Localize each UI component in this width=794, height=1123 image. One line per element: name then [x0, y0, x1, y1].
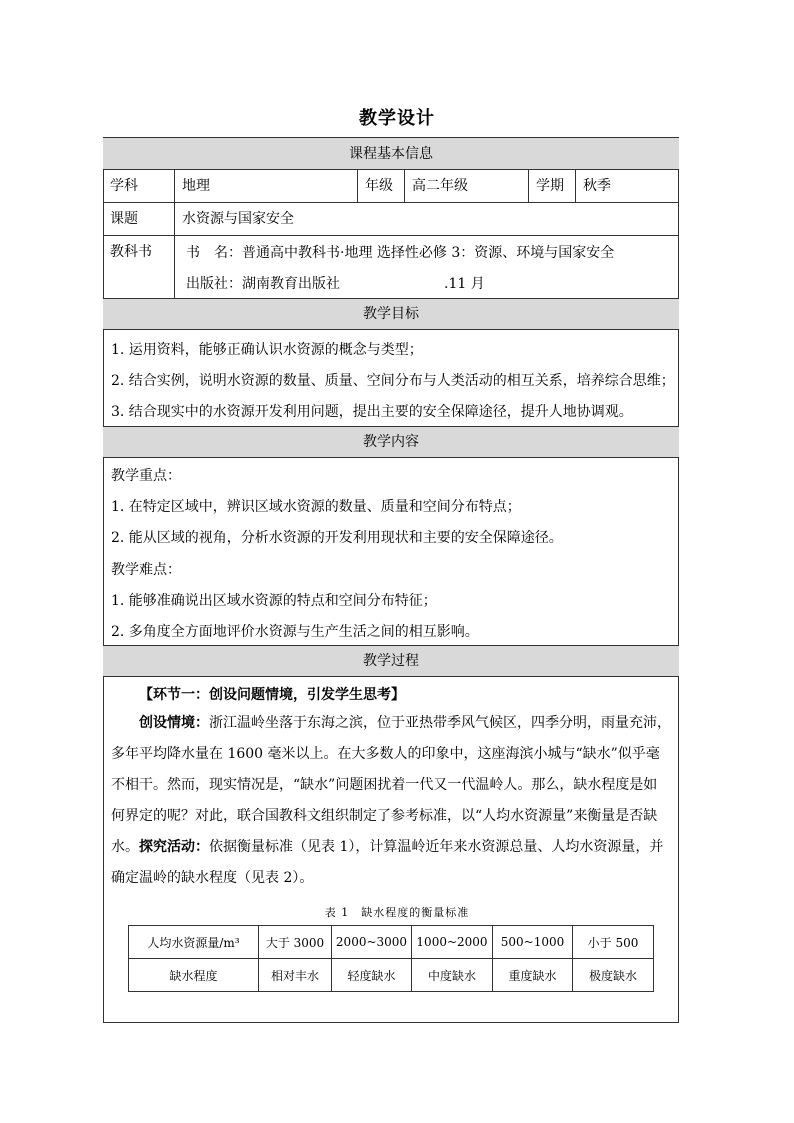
table-caption: 表 1 缺水程度的衡量标准 — [324, 906, 470, 919]
key-points-heading: 教学重点： — [111, 468, 181, 484]
table-cell: 500~1000 — [493, 926, 573, 959]
objective-item: 3. 结合现实中的水资源开发利用问题，提出主要的安全保障途径，提升人地协调观。 — [111, 404, 633, 420]
difficulty-item: 2. 多角度全方面地评价水资源与生产生活之间的相互影响。 — [111, 624, 479, 640]
textbook-label: 教科书 — [103, 236, 175, 298]
table-cell: 轻度缺水 — [332, 959, 412, 992]
section-process: 教学过程 — [103, 645, 679, 677]
scenario-label: 创设情境： — [139, 715, 209, 731]
textbook-publisher: 出版社：湖南教育出版社 — [186, 276, 340, 292]
table-cell: 大于 3000 — [259, 926, 332, 959]
table-cell: 极度缺水 — [573, 959, 654, 992]
topic-label: 课题 — [103, 203, 175, 235]
table-cell: 1000~2000 — [412, 926, 493, 959]
objective-item: 2. 结合实例，说明水资源的数量、质量、空间分布与人类活动的相互关系，培养综合思维； — [111, 373, 675, 389]
table-cell: 缺水程度 — [129, 959, 259, 992]
difficulty-item: 1. 能够准确说出区域水资源的特点和空间分布特征； — [111, 593, 437, 609]
water-scarcity-standard-table — [128, 925, 654, 992]
term-value: 秋季 — [583, 178, 611, 194]
document-title: 教学设计 — [359, 108, 435, 129]
grade-label: 年级 — [358, 170, 405, 202]
stage-heading: 【环节一：创设问题情境，引发学生思考】 — [139, 687, 405, 703]
table-row — [129, 959, 654, 992]
table-cell: 相对丰水 — [259, 959, 332, 992]
basic-info-row — [103, 170, 679, 203]
scenario-text: 浙江温岭坐落于东海之滨，位于亚热带季风气候区，四季分明，雨量充沛，多年平均降水量在 1600 毫米以上。在大多数人的印象中，这座海滨小城与“缺水”似乎毫不相干。然而，现实情况是，“缺水”问题困扰着一代又一代温岭人。那么，缺水程度是如何界定的呢？对此，联合国教科文组织制定了参考标准，以“人均水资源量”来衡量是否缺水。 — [111, 715, 671, 855]
objective-item: 1. 运用资料，能够正确认识水资源的概念与类型； — [111, 342, 423, 358]
textbook-row — [103, 236, 679, 298]
grade-value: 高二年级 — [405, 170, 529, 202]
textbook-title: 书 名：普通高中教科书·地理 选择性必修 3：资源、环境与国家安全 — [186, 245, 615, 261]
key-point-item: 1. 在特定区域中，辨识区域水资源的数量、质量和空间分布特点； — [111, 499, 521, 515]
section-objectives: 教学目标 — [103, 298, 679, 330]
activity-paragraph — [111, 832, 671, 894]
table-cell: 小于 500 — [573, 926, 654, 959]
textbook-date: .11 月 — [444, 276, 485, 292]
table-row — [129, 926, 654, 959]
section-basic-info: 课程基本信息 — [103, 137, 679, 170]
table-cell: 中度缺水 — [412, 959, 493, 992]
table-cell: 重度缺水 — [493, 959, 573, 992]
topic-value: 水资源与国家安全 — [182, 211, 294, 227]
textbook-value — [175, 236, 679, 298]
subject-value: 地理 — [175, 170, 358, 202]
topic-row — [103, 203, 679, 236]
key-point-item: 2. 能从区域的视角，分析水资源的开发利用现状和主要的安全保障途径。 — [111, 530, 563, 546]
subject-label: 学科 — [103, 170, 175, 202]
section-content: 教学内容 — [103, 426, 679, 458]
difficulty-heading: 教学难点： — [111, 562, 181, 578]
table-cell: 2000~3000 — [332, 926, 412, 959]
activity-label: 探究活动： — [139, 839, 209, 855]
table-cell: 人均水资源量/m³ — [129, 926, 259, 959]
term-label: 学期 — [529, 170, 576, 202]
activity-text: 依据衡量标准（见表 1），计算温岭近年来水资源总量、人均水资源量，并确定温岭的缺水程度（见表 2）。 — [111, 839, 664, 886]
